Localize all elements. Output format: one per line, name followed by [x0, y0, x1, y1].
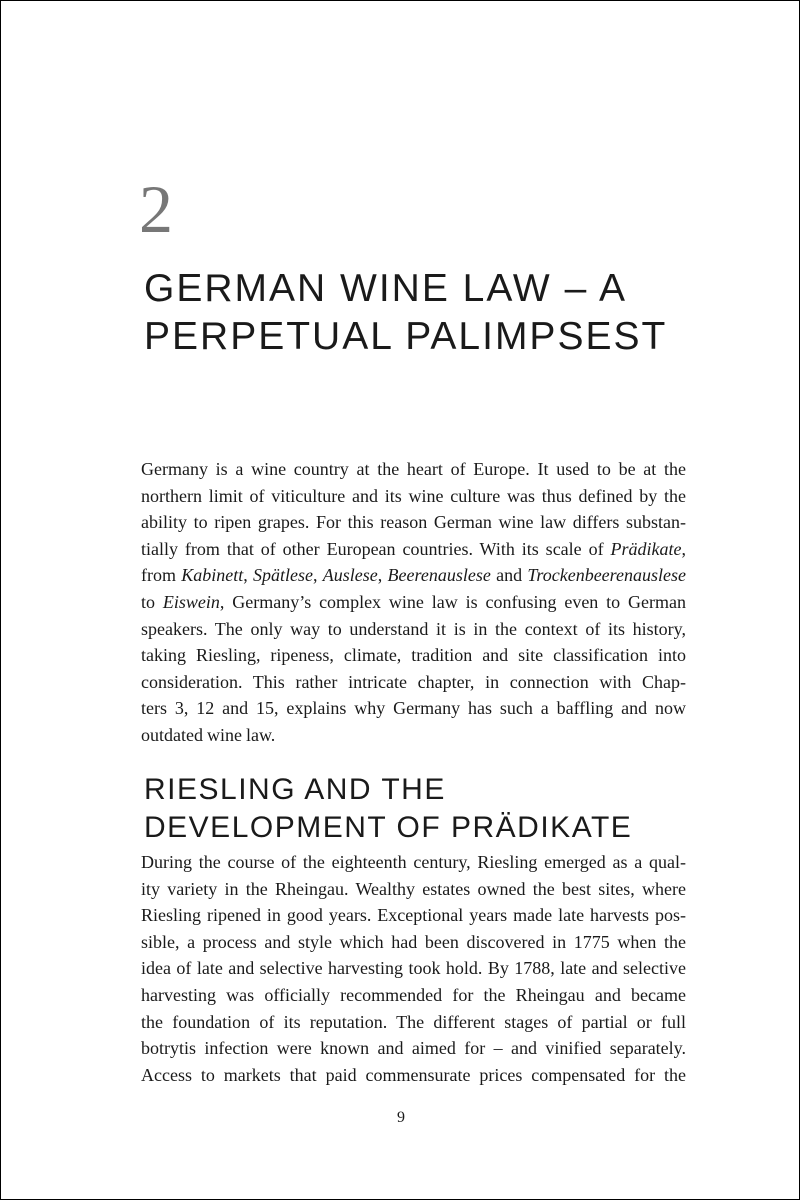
text-line: botrytis infection were known and aimed for – and vinified separately. — [141, 1038, 686, 1059]
chapter-title-line: PERPETUAL PALIMPSEST — [144, 315, 668, 358]
page-number: 9 — [397, 1109, 405, 1126]
text-line: northern limit of viticulture and its wine culture was thus defined by the — [141, 485, 686, 506]
text-line: Riesling ripened in good years. Exceptional years made late harvests pos- — [141, 905, 686, 926]
text-line: Access to markets that paid commensurate prices compensated for the — [141, 1064, 686, 1085]
text-line: During the course of the eighteenth century, Riesling emerged as a qual- — [141, 852, 686, 872]
text-line: Germany is a wine country at the heart of Europe. It used to be at the — [141, 459, 686, 479]
text-line: consideration. This rather intricate chapter, in connection with Chap- — [141, 671, 686, 692]
text-line: ters 3, 12 and 15, explains why Germany has such a baffling and now — [141, 698, 686, 719]
section-heading-line: RIESLING AND THE — [144, 773, 446, 806]
intro-paragraph — [141, 456, 686, 749]
text-line: to Eiswein, Germany’s complex wine law is confusing even to German — [141, 591, 686, 612]
text-line: from Kabinett, Spätlese, Auslese, Beerenauslese and Trockenbeerenauslese — [141, 565, 686, 586]
text-line: ability to ripen grapes. For this reason German wine law differs substan- — [141, 512, 686, 533]
section-paragraph — [141, 849, 686, 1088]
chapter-number: 2 — [139, 171, 173, 247]
text-line: ity variety in the Rheingau. Wealthy estates owned the best sites, where — [141, 878, 686, 899]
text-line: idea of late and selective harvesting took hold. By 1788, late and selective — [141, 958, 686, 979]
chapter-title-line: GERMAN WINE LAW – A — [144, 267, 627, 310]
text-line: the foundation of its reputation. The different stages of partial or full — [141, 1011, 686, 1032]
section-heading-line: DEVELOPMENT OF PRÄDIKATE — [144, 811, 633, 844]
text-line: harvesting was officially recommended for the Rheingau and became — [141, 984, 686, 1005]
text-line: sible, a process and style which had been discovered in 1775 when the — [141, 931, 686, 952]
text-line: outdated wine law. — [141, 724, 276, 745]
text-line: tially from that of other European countries. With its scale of Prädikate, — [141, 538, 686, 559]
text-line: speakers. The only way to understand it is in the context of its history, — [141, 618, 686, 639]
chapter-title — [144, 265, 764, 361]
text-line: taking Riesling, ripeness, climate, tradition and site classification into — [141, 645, 686, 666]
section-heading — [144, 771, 764, 847]
